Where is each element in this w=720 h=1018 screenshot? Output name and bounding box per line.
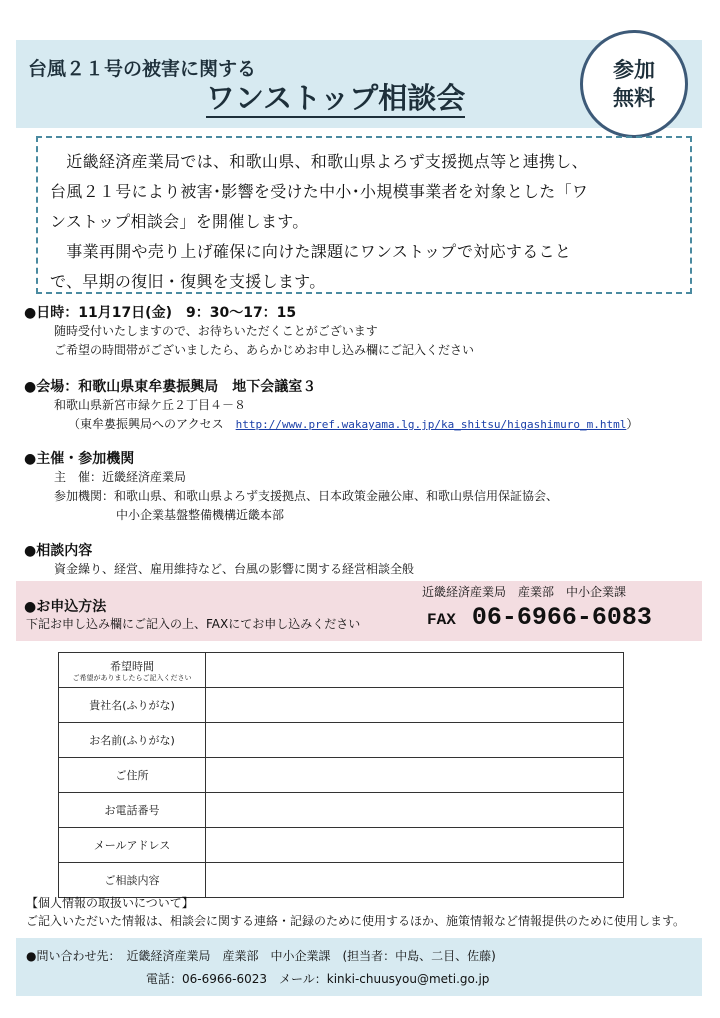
form-label: お名前(ふりがな) xyxy=(89,734,175,747)
table-row xyxy=(59,758,624,793)
consult-heading: ●相談内容 xyxy=(24,543,93,559)
venue-address: 和歌山県新宮市緑ケ丘２丁目４－８ xyxy=(54,398,247,412)
form-label: ご住所 xyxy=(115,769,149,782)
form-label: メールアドレス xyxy=(93,839,171,852)
form-input-cell[interactable] xyxy=(206,863,624,898)
form-input-cell[interactable] xyxy=(206,793,624,828)
contact-line-1: ●問い合わせ先： 近畿経済産業局 産業部 中小企業課 (担当者：中島、二目、佐藤) xyxy=(26,949,496,963)
intro-line: 台風２１号により被害･影響を受けた中小･小規模事業者を対象とした「ワ xyxy=(50,182,589,201)
table-row xyxy=(59,863,624,898)
application-form xyxy=(58,652,624,898)
form-input-cell[interactable] xyxy=(206,828,624,863)
table-row xyxy=(59,723,624,758)
free-badge xyxy=(580,30,688,138)
intro-line: ンストップ相談会」を開催します。 xyxy=(50,212,309,231)
form-label-cell xyxy=(59,723,206,758)
fax-label: FAX xyxy=(427,611,456,629)
fax-number-line xyxy=(427,603,652,632)
intro-line: 事業再開や売り上げ確保に向けた課題にワンストップで対応すること xyxy=(50,242,572,261)
table-row xyxy=(59,653,624,688)
privacy-heading: 【個人情報の取扱いについて】 xyxy=(26,896,194,910)
venue-heading: ●会場：和歌山県東牟婁振興局 地下会議室３ xyxy=(24,379,317,395)
form-label-cell xyxy=(59,688,206,723)
venue-access xyxy=(68,415,638,434)
table-row xyxy=(59,828,624,863)
form-label-cell xyxy=(59,793,206,828)
form-input-cell[interactable] xyxy=(206,758,624,793)
form-label-cell xyxy=(59,758,206,793)
access-prefix: （東牟婁振興局へのアクセス xyxy=(68,417,236,431)
form-label-cell xyxy=(59,863,206,898)
consult-text: 資金繰り、経営、雇用維持など、台風の影響に関する経営相談全般 xyxy=(54,562,415,576)
datetime-heading: ●日時：11月17日(金) 9：30～17：15 xyxy=(24,305,297,321)
badge-line-1: 参加 xyxy=(613,58,655,82)
form-input-cell[interactable] xyxy=(206,723,624,758)
form-label: お電話番号 xyxy=(104,804,160,817)
organizers-heading: ●主催・参加機関 xyxy=(24,451,135,467)
organizer-host: 主 催：近畿経済産業局 xyxy=(54,470,187,484)
badge-line-2: 無料 xyxy=(613,86,655,110)
privacy-text: ご記入いただいた情報は、相談会に関する連絡・記録のために使用するほか、施策情報など情報提供のために使用します。 xyxy=(26,914,686,928)
form-input-cell[interactable] xyxy=(206,653,624,688)
page-title: ワンストップ相談会 xyxy=(206,80,465,118)
organizer-participants-2: 中小企業基盤整備機構近畿本部 xyxy=(116,508,285,522)
form-input-cell[interactable] xyxy=(206,688,624,723)
intro-line: で、早期の復旧・復興を支援します。 xyxy=(50,272,326,291)
contact-line-2: 電話：06-6966-6023 メール：kinki-chuusyou@meti.go.jp xyxy=(146,972,490,986)
form-label-cell xyxy=(59,653,206,688)
apply-heading: ●お申込方法 xyxy=(24,599,107,615)
form-label-note: ご希望がありましたらご記入ください xyxy=(72,673,192,682)
intro-line: 近畿経済産業局では、和歌山県、和歌山県よろず支援拠点等と連携し、 xyxy=(50,152,588,171)
fax-number: 06-6966-6083 xyxy=(471,603,652,632)
access-link[interactable]: http://www.pref.wakayama.lg.jp/ka_shitsu/higashimuro_m.html xyxy=(235,418,627,431)
table-row xyxy=(59,793,624,828)
header-subtitle: 台風２１号の被害に関する xyxy=(28,58,257,80)
organizer-participants-1: 参加機関：和歌山県、和歌山県よろず支援拠点、日本政策金融公庫、和歌山県信用保証協会、 xyxy=(54,489,559,503)
datetime-note-2: ご希望の時間帯がございましたら、あらかじめお申し込み欄にご記入ください xyxy=(54,343,475,357)
form-label: 希望時間 xyxy=(110,659,154,673)
table-row xyxy=(59,688,624,723)
form-label: ご相談内容 xyxy=(104,874,160,887)
access-suffix: ） xyxy=(626,417,639,431)
form-label-cell xyxy=(59,828,206,863)
intro-box xyxy=(36,136,692,294)
apply-dept: 近畿経済産業局 産業部 中小企業課 xyxy=(422,585,627,599)
datetime-note-1: 随時受付いたしますので、お待ちいただくことがございます xyxy=(54,324,378,338)
apply-text: 下記お申し込み欄にご記入の上、FAXにてお申し込みください xyxy=(26,617,361,631)
form-label: 貴社名(ふりがな) xyxy=(89,699,175,712)
